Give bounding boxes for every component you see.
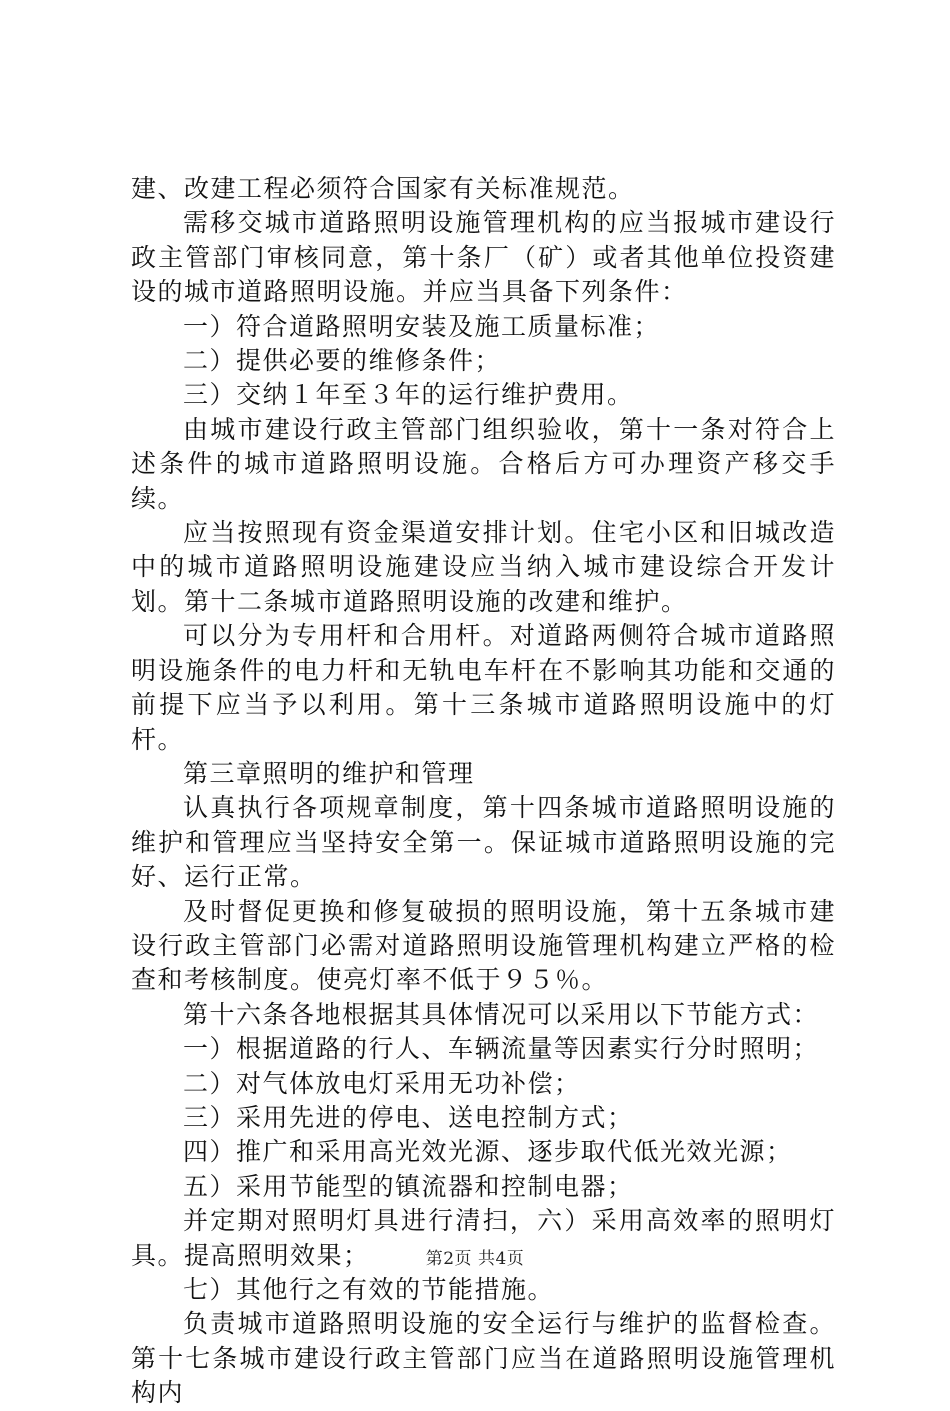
paragraph: 应当按照现有资金渠道安排计划。住宅小区和旧城改造中的城市道路照明设施建设应当纳入城市建设综合开发计划。第十二条城市道路照明设施的改建和维护。: [131, 518, 836, 616]
paragraph: 需移交城市道路照明设施管理机构的应当报城市建设行政主管部门审核同意，第十条厂（矿）或者其他单位投资建设的城市道路照明设施。并应当具备下列条件：: [131, 208, 836, 307]
paragraph: 及时督促更换和修复破损的照明设施，第十五条城市建设行政主管部门必需对道路照明设施管理机构建立严格的检查和考核制度。使亮灯率不低于９５％。: [131, 896, 836, 995]
paragraph: 三）采用先进的停电、送电控制方式；: [183, 1102, 634, 1132]
paragraph: 可以分为专用杆和合用杆。对道路两侧符合城市道路照明设施条件的电力杆和无轨电车杆在不影响其功能和交通的前提下应当予以利用。第十三条城市道路照明设施中的灯杆。: [131, 621, 836, 754]
paragraph: 并定期对照明灯具进行清扫，六）采用高效率的照明灯具。提高照明效果；: [131, 1206, 836, 1270]
paragraph: 一）根据道路的行人、车辆流量等因素实行分时照明；: [183, 1034, 820, 1064]
paragraph: 第十六条各地根据其具体情况可以采用以下节能方式：: [183, 999, 820, 1029]
paragraph: 认真执行各项规章制度，第十四条城市道路照明设施的维护和管理应当坚持安全第一。保证城市道路照明设施的完好、运行正常。: [131, 793, 836, 892]
paragraph: 二）对气体放电灯采用无功补偿；: [183, 1068, 581, 1098]
paragraph: 建、改建工程必须符合国家有关标准规范。: [131, 174, 635, 203]
paragraph: 二）提供必要的维修条件；: [183, 346, 502, 376]
paragraph: 一）符合道路照明安装及施工质量标准；: [183, 311, 661, 341]
paragraph: 负责城市道路照明设施的安全运行与维护的监督检查。第十七条城市建设行政主管部门应当在道路照明设施管理机构内: [131, 1309, 836, 1408]
paragraph: 五）采用节能型的镇流器和控制电器；: [183, 1171, 634, 1201]
paragraph: 七）其他行之有效的节能措施。: [183, 1275, 555, 1304]
page-footer: [0, 1244, 950, 1269]
paragraph: 三）交纳１年至３年的运行维护费用。: [183, 380, 634, 410]
paragraph: 四）推广和采用高光效光源、逐步取代低光效光源；: [183, 1137, 793, 1167]
document-body: [131, 172, 836, 1411]
paragraph: 由城市建设行政主管部门组织验收，第十一条对符合上述条件的城市道路照明设施。合格后方可办理资产移交手续。: [131, 414, 836, 513]
page-number-label: 第2页 共4页: [425, 1249, 525, 1269]
paragraph: 第三章照明的维护和管理: [183, 758, 475, 788]
